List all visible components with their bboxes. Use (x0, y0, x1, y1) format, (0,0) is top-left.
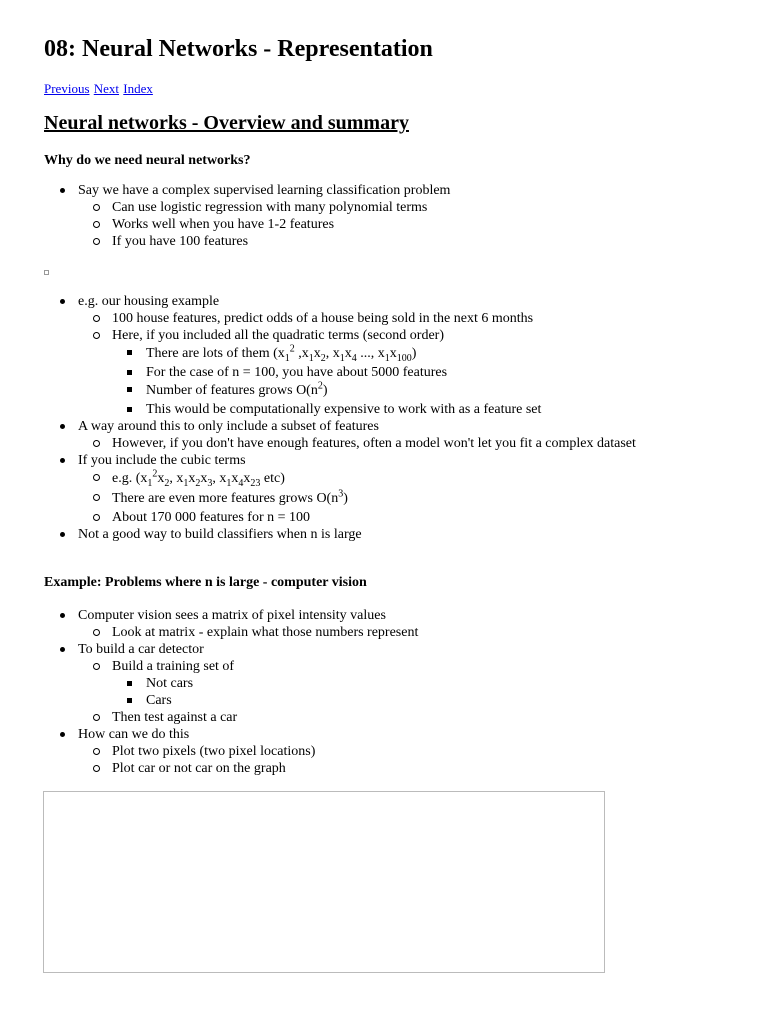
list-item: 100 house features, predict odds of a house being sold in the next 6 months (78, 310, 744, 327)
list-item (78, 327, 744, 418)
list-item (44, 182, 744, 250)
formula-text: There are even more features grows $O(n^3)$ (112, 488, 348, 506)
list-item-text: Say we have a complex supervised learning classification problem (78, 183, 451, 198)
sub-list (78, 658, 744, 726)
sub-list (78, 310, 744, 418)
nav-links (44, 80, 744, 97)
list-item: For the case of n = 100, you have about 5000 features (112, 364, 744, 381)
formula-text: Number of features grows $O(n^2)$ (146, 380, 328, 398)
list-item: However, if you don't have enough features, often a model won't let you fit a complex dataset (78, 435, 744, 452)
list-item-text: Here, if you included all the quadratic terms (second order) (112, 328, 444, 343)
formula-text: There are lots of them ($x_1^2$ $,x_1x_2$, $x_1x_4$ ..., $x_1x_{100}$) (146, 343, 417, 364)
list-item: Plot two pixels (two pixel locations) (78, 743, 744, 760)
list-item (112, 344, 744, 364)
index-link[interactable]: Index (123, 81, 153, 96)
list-item (44, 641, 744, 726)
next-link[interactable]: Next (93, 81, 120, 96)
list-item-text: How can we do this (78, 727, 190, 742)
list-item: About 170 000 features for n = 100 (78, 509, 744, 526)
list-item-text: Computer vision sees a matrix of pixel intensity values (78, 608, 386, 623)
list-item (44, 293, 744, 418)
broken-image-icon (44, 270, 49, 275)
list-item (44, 726, 744, 777)
bullet-list-2 (44, 293, 744, 543)
list-item-text: e.g. our housing example (78, 294, 220, 309)
list-item (112, 381, 744, 401)
sub-list (78, 469, 744, 526)
list-item: Not a good way to build classifiers when n is large (44, 526, 744, 543)
list-item (78, 469, 744, 489)
list-item-text: A way around this to only include a subset of features (78, 419, 379, 434)
list-item: Look at matrix - explain what those numbers represent (78, 624, 744, 641)
image-frame (43, 791, 605, 973)
list-item: Works well when you have 1-2 features (78, 216, 744, 233)
bullet-list-1 (44, 182, 744, 250)
list-item: Cars (112, 692, 744, 709)
sub-list (78, 624, 744, 641)
sub-sub-list (112, 675, 744, 709)
list-item: Plot car or not car on the graph (78, 760, 744, 777)
example-heading: Example: Problems where n is large - computer vision (44, 575, 367, 590)
bullet-list-3 (44, 607, 744, 777)
list-item (44, 452, 744, 526)
list-item-text: Build a training set of (112, 659, 235, 674)
list-item: This would be computationally expensive to work with as a feature set (112, 401, 744, 418)
list-item: Can use logistic regression with many polynomial terms (78, 199, 744, 216)
list-item-text: If you include the cubic terms (78, 453, 246, 468)
list-item: Then test against a car (78, 709, 744, 726)
list-item: Not cars (112, 675, 744, 692)
page-title: 08: Neural Networks - Representation (44, 36, 433, 62)
list-item (44, 418, 744, 452)
list-item (78, 489, 744, 509)
sub-sub-list (112, 344, 744, 418)
previous-link[interactable]: Previous (44, 81, 90, 96)
list-item-text: To build a car detector (78, 642, 204, 657)
list-item (44, 607, 744, 641)
section-title: Neural networks - Overview and summary (44, 112, 409, 134)
sub-list (78, 199, 744, 250)
question-heading: Why do we need neural networks? (44, 153, 251, 168)
formula-text: e.g. ($x_1^2x_2$, $x_1x_2x_3$, $x_1x_4x_{23}$ etc) (112, 468, 285, 489)
sub-list (78, 743, 744, 777)
list-item (78, 658, 744, 709)
list-item: If you have 100 features (78, 233, 744, 250)
document-body (44, 34, 744, 777)
sub-list (78, 435, 744, 452)
